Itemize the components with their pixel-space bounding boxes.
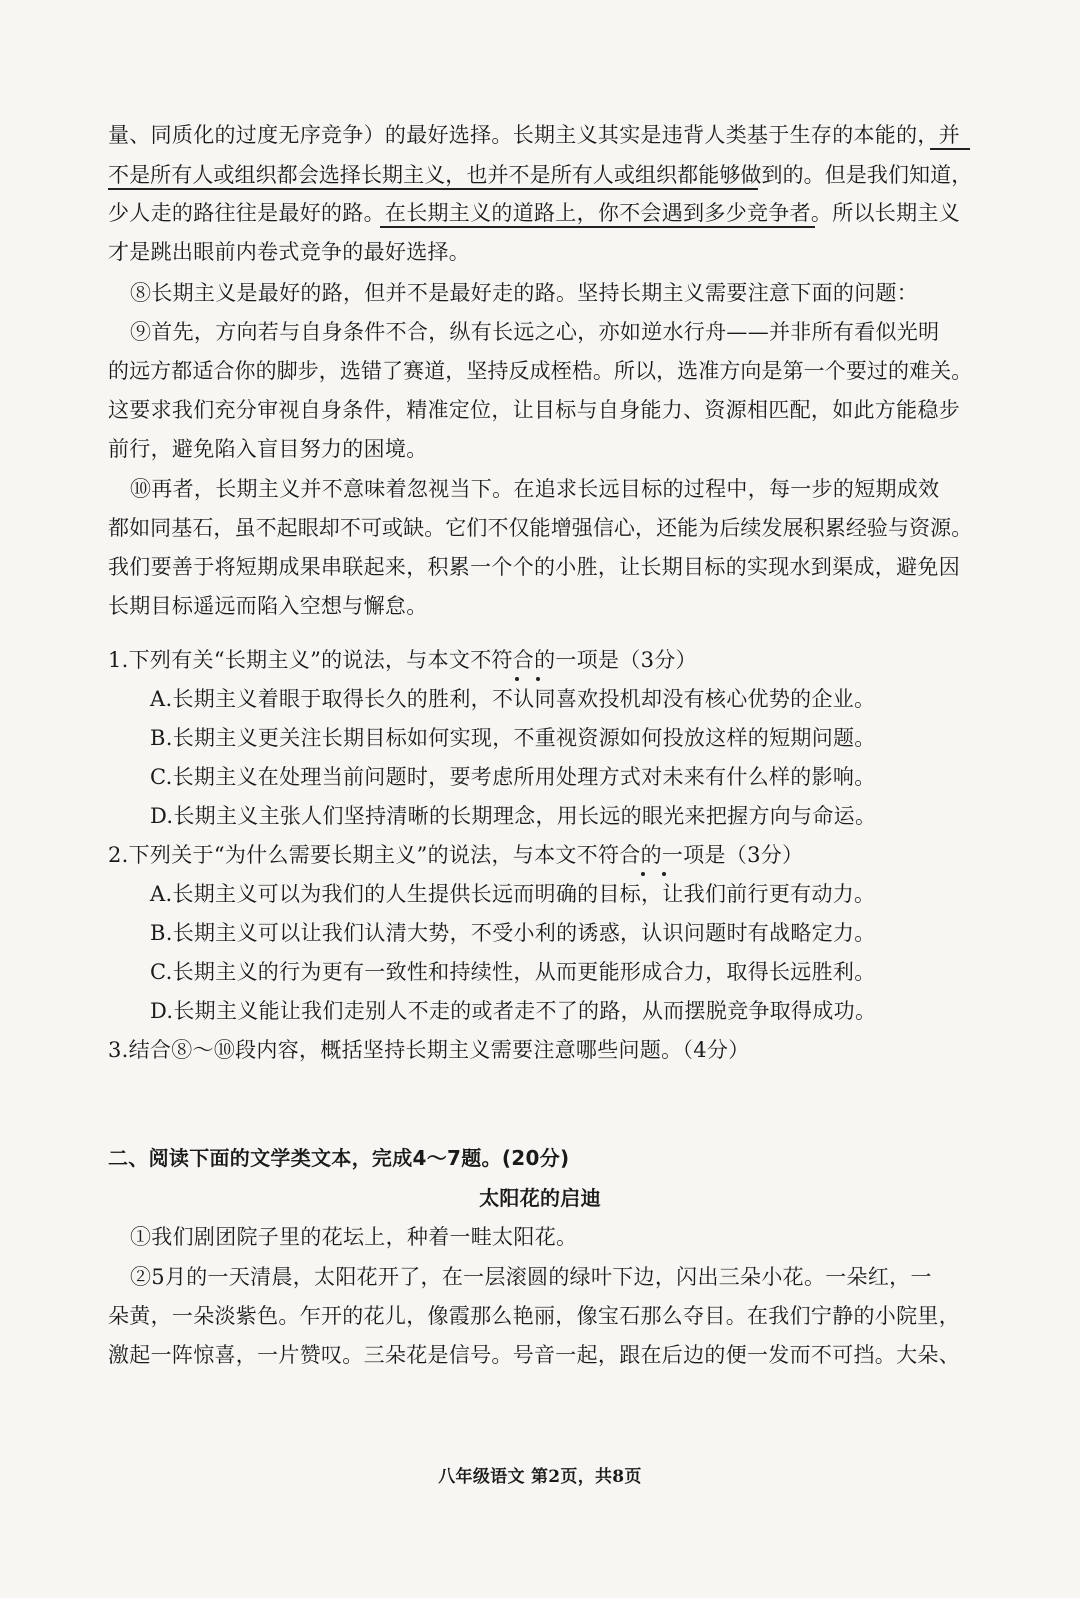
option: C.长期主义在处理当前问题时，要考虑所用处理方式对未来有什么样的影响。 [150, 765, 876, 789]
passage-line: 都如同基石，虽不起眼却不可或缺。它们不仅能增强信心，还能为后续发展积累经验与资源。 [108, 516, 973, 540]
option: A.长期主义着眼于取得长久的胜利，不认同喜欢投机却没有核心优势的企业。 [150, 687, 876, 711]
passage-line: ⑧长期主义是最好的路，但并不是最好走的路。坚持长期主义需要注意下面的问题： [130, 281, 919, 305]
option: C.长期主义的行为更有一致性和持续性，从而更能形成合力，取得长远胜利。 [150, 960, 876, 984]
option: B.长期主义更关注长期目标如何实现，不重视资源如何投放这样的短期问题。 [150, 726, 876, 750]
emphasis-dot [662, 872, 666, 876]
passage-line: ②5月的一天清晨，太阳花开了，在一层滚圆的绿叶下边，闪出三朵小花。一朵红，一 [130, 1265, 932, 1289]
section-heading: 二、阅读下面的文学类文本，完成4～7题。(20分) [108, 1146, 570, 1170]
passage-line: ⑨首先，方向若与自身条件不合，纵有长远之心，亦如逆水行舟——并非所有看似光明 [130, 320, 940, 344]
passage-line: 朵黄，一朵淡紫色。乍开的花儿，像霞那么艳丽，像宝石那么夺目。在我们宁静的小院里， [108, 1304, 960, 1328]
option: D.长期主义能让我们走别人不走的或者走不了的路，从而摆脱竞争取得成功。 [150, 999, 877, 1023]
passage-line: 才是跳出眼前内卷式竞争的最好选择。 [108, 240, 471, 264]
passage-line: 量、同质化的过度无序竞争）的最好选择。长期主义其实是违背人类基于生存的本能的，并 [108, 123, 960, 147]
article-title: 太阳花的启迪 [479, 1186, 601, 1210]
question-stem: 3.结合⑧～⑩段内容，概括坚持长期主义需要注意哪些问题。（4分） [108, 1038, 750, 1062]
passage-line: 不是所有人或组织都会选择长期主义，也并不是所有人或组织都能够做到的。但是我们知道， [108, 163, 973, 187]
question-stem: 1.下列有关“长期主义”的说法，与本文不符合的一项是（3分） [108, 648, 697, 672]
page-footer: 八年级语文 第2页，共8页 [438, 1467, 642, 1487]
passage-line: 我们要善于将短期成果串联起来，积累一个个的小胜，让长期目标的实现水到渠成，避免因 [108, 555, 960, 579]
passage-line: 的远方都适合你的脚步，选错了赛道，坚持反成桎梏。所以，选准方向是第一个要过的难关。 [108, 359, 973, 383]
passage-line: ①我们剧团院子里的花坛上，种着一畦太阳花。 [130, 1225, 578, 1249]
passage-line: 这要求我们充分审视自身条件，精准定位，让目标与自身能力、资源相匹配，如此方能稳步 [108, 398, 960, 422]
passage-line: 激起一阵惊喜，一片赞叹。三朵花是信号。号音一起，跟在后边的便一发而不可挡。大朵、 [108, 1343, 960, 1367]
option: D.长期主义主张人们坚持清晰的长期理念，用长远的眼光来把握方向与命运。 [150, 804, 877, 828]
emphasis-dot [515, 677, 519, 681]
pen-underline [108, 188, 758, 190]
option: A.长期主义可以为我们的人生提供长远而明确的目标，让我们前行更有动力。 [150, 882, 876, 906]
emphasis-dot [641, 872, 645, 876]
emphasis-dot [536, 677, 540, 681]
passage-line: 前行，避免陷入盲目努力的困境。 [108, 437, 428, 461]
passage-line: 少人走的路往往是最好的路。在长期主义的道路上，你不会遇到多少竞争者。所以长期主义 [108, 201, 960, 225]
passage-line: ⑩再者，长期主义并不意味着忽视当下。在追求长远目标的过程中，每一步的短期成效 [130, 477, 940, 501]
pen-underline [380, 226, 815, 228]
passage-line: 长期目标遥远而陷入空想与懈怠。 [108, 594, 428, 618]
pen-underline [930, 148, 970, 150]
question-stem: 2.下列关于“为什么需要长期主义”的说法，与本文不符合的一项是（3分） [108, 843, 804, 867]
option: B.长期主义可以让我们认清大势，不受小利的诱惑，认识问题时有战略定力。 [150, 921, 876, 945]
